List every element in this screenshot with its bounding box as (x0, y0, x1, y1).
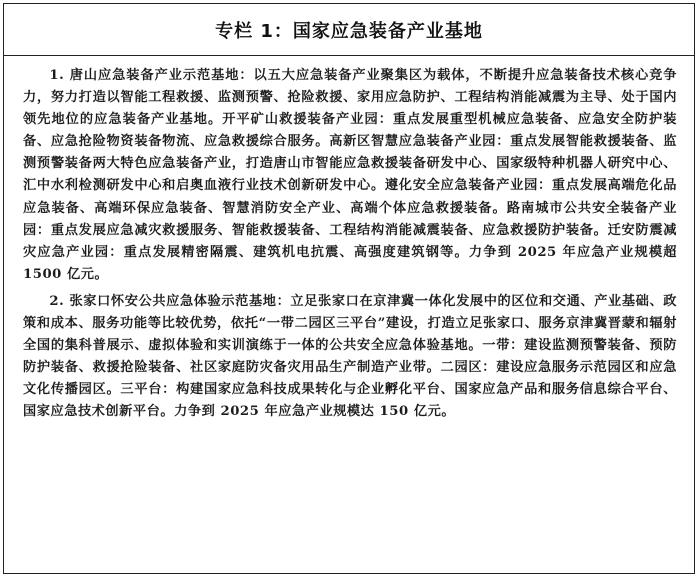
paragraph-tangshan-base: 1. 唐山应急装备产业示范基地：以五大应急装备产业聚集区为载体，不断提升应急装备技术核心竞争力，努力打造以智能工程救援、监测预警、抢险救援、家用应急防护、工程结构消能减震为主导、处于国内领先地位的应急装备产业基地。开平矿山救援装备产业园：重点发展重型机械应急装备、应急安全防护装备、应急抢险物资装备物流、应急救援综合服务。高新区智慧应急装备产业园：重点发展智能救援装备、监测预警装备两大特色应急装备产业，打造唐山市智能应急救援装备研发中心、国家级特种机器人研究中心、汇中水利检测研发中心和启奥血液行业技术创新研发中心。遵化安全应急装备产业园：重点发展高端危化品应急装备、高端环保应急装备、智慧消防安全产业、高端个体应急救援装备。路南城市公共安全装备产业园：重点发展应急减灾救援服务、智能救援装备、工程结构消能减震装备、应急救援防护装备。迁安防震减灾应急产业园：重点发展精密隔震、建筑机电抗震、高强度建筑钢等。力争到 2025 年应急产业规模超 1500 亿元。 (23, 68, 677, 282)
column-body (23, 65, 677, 424)
column-title: 专栏 1：国家应急装备产业基地 (215, 20, 483, 42)
paragraph-zhangjiakou-base: 2. 张家口怀安公共应急体验示范基地：立足张家口在京津冀一体化发展中的区位和交通、产业基础、政策和成本、服务功能等比较优势，依托“一带二园区三平台”建设，打造立足张家口、服务京津冀晋蒙和辐射全国的集科普展示、虚拟体验和实训演练于一体的公共安全应急体验基地。一带：建设监测预警装备、预防防护装备、救援抢险装备、社区家庭防灾备灾用品生产制造产业带。二园区：建设应急服务示范园区和应急文化传播园区。三平台：构建国家应急科技成果转化与企业孵化平台、国家应急产品和服务信息综合平台、国家应急技术创新平台。力争到 2025 年应急产业规模达 150 亿元。 (23, 293, 677, 420)
header-divider (4, 55, 694, 56)
column-header (4, 4, 694, 55)
column-box (3, 3, 695, 574)
